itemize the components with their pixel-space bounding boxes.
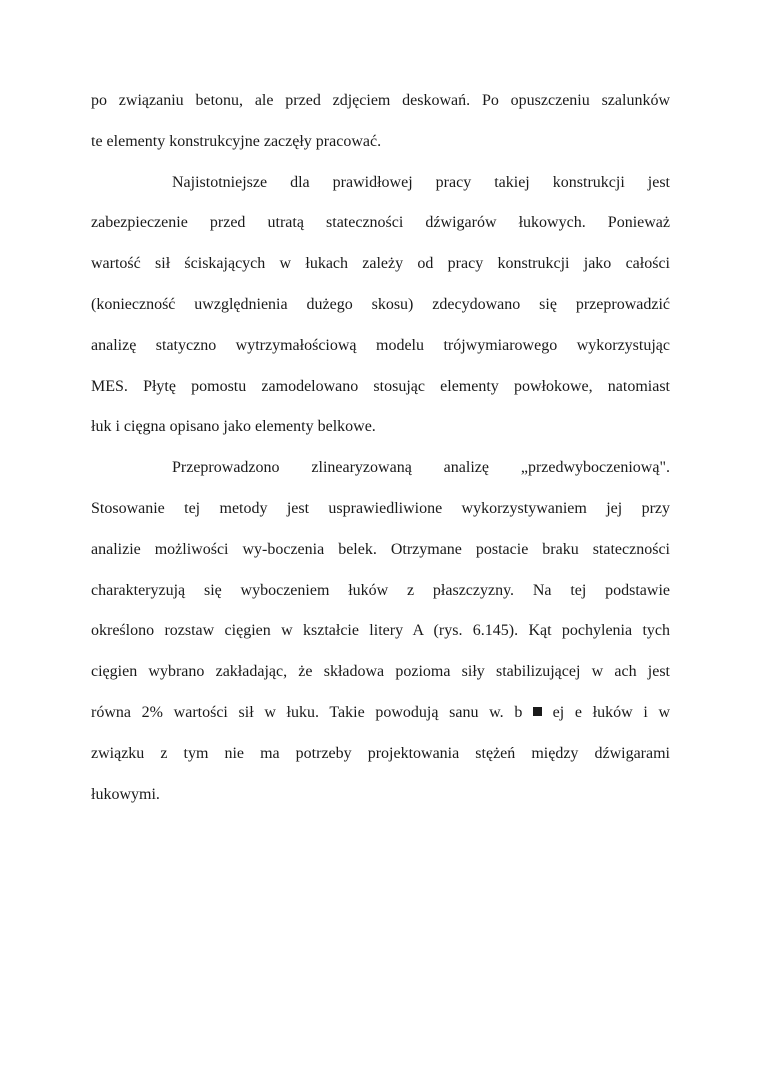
text-line: charakteryzują się wyboczeniem łuków z płaszczyzny. Na tej podstawie	[91, 581, 670, 599]
text-fragment: równa 2% wartości sił w łuku. Takie powodują sanu w. b	[91, 703, 523, 721]
text-line: Stosowanie tej metody jest usprawiedliwione wykorzystywaniem jej przy	[91, 499, 670, 517]
black-square-glyph	[533, 707, 542, 716]
text-line: wartość sił ściskających w łukach zależy od pracy konstrukcji jako całości	[91, 255, 670, 273]
paragraph-1	[91, 81, 670, 163]
text-line: związku z tym nie ma potrzeby projektowania stężeń między dźwigarami	[91, 744, 670, 762]
text-fragment: ej e łuków i w	[552, 703, 670, 721]
paragraph-2	[91, 163, 670, 449]
text-line: określono rozstaw cięgien w kształcie litery A (rys. 6.145). Kąt pochylenia tych	[91, 622, 670, 640]
text-line: cięgien wybrano zakładając, że składowa pozioma siły stabilizującej w ach jest	[91, 663, 670, 681]
text-line: łukowymi.	[91, 785, 160, 803]
text-line: analizę statyczno wytrzymałościową modelu trójwymiarowego wykorzystując	[91, 336, 670, 354]
paragraph-3	[91, 448, 670, 815]
text-line-with-mark	[91, 693, 670, 734]
text-line: łuk i cięgna opisano jako elementy belkowe.	[91, 418, 376, 436]
text-line: te elementy konstrukcyjne zaczęły pracować.	[91, 132, 382, 150]
document-body	[91, 81, 670, 815]
text-line: (konieczność uwzględnienia dużego skosu) zdecydowano się przeprowadzić	[91, 295, 670, 313]
text-line: Najistotniejsze dla prawidłowej pracy takiej konstrukcji jest	[172, 173, 670, 191]
text-line: Przeprowadzono zlinearyzowaną analizę „przedwyboczeniową".	[172, 459, 670, 477]
text-line: analizie możliwości wy-boczenia belek. Otrzymane postacie braku stateczności	[91, 540, 670, 558]
text-line: po związaniu betonu, ale przed zdjęciem deskowań. Po opuszczeniu szalunków	[91, 92, 670, 109]
text-line: zabezpieczenie przed utratą stateczności dźwigarów łukowych. Ponieważ	[91, 214, 670, 232]
text-line: MES. Płytę pomostu zamodelowano stosując elementy powłokowe, natomiast	[91, 377, 670, 395]
